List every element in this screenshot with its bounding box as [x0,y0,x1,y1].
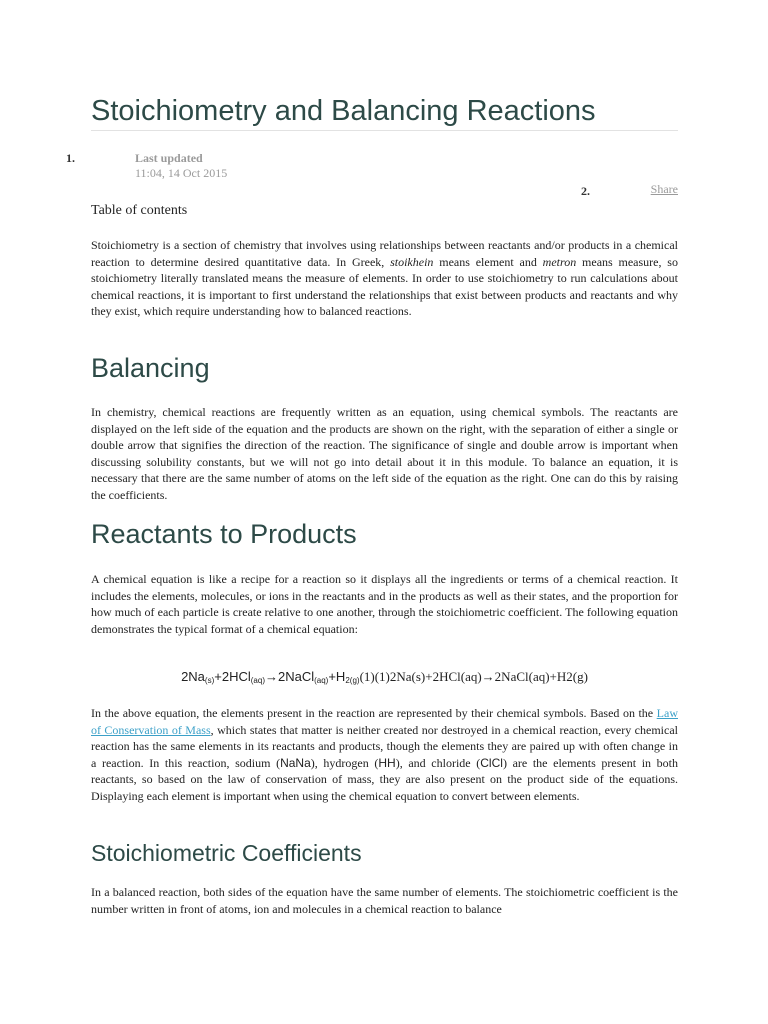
intro-paragraph [91,237,678,320]
symbol-sodium: NaNa [280,755,311,770]
after-text-3: ), hydrogen ( [310,755,379,770]
heading-stoichiometric-coefficients: Stoichiometric Coefficients [91,840,362,866]
eq-sub-2: (aq) [250,676,265,685]
equation-plain-text: (1)(1)2Na(s)+2HCl(aq)→2NaCl(aq)+H2(g) [359,669,588,684]
eq-sub-3: (aq) [314,676,329,685]
symbol-hydrogen: HH [378,755,396,770]
eq-term-2: +2HCl [214,669,251,684]
eq-term-1: 2Na [181,669,205,684]
page-title: Stoichiometry and Balancing Reactions [91,95,596,127]
coefficients-paragraph: In a balanced reaction, both sides of the equation have the same number of elements. The stoichiometric coefficient is the number written in front of atoms, ion and molecules in a chemical reaction to balance [91,885,678,916]
after-text-5: ) are the elements present in both reactants, so based on the law of conservation of mass, they are also present on the product side of the equations. Displaying each element is important when using the chemical equation to convert between elements. [91,755,679,803]
after-equation-paragraph [91,705,678,805]
list-number-1: 1. [66,151,75,165]
last-updated-label: Last updated [135,151,203,165]
heading-reactants-to-products: Reactants to Products [91,519,357,549]
table-of-contents-toggle[interactable]: Table of contents [91,203,188,218]
intro-text-1: Stoichiometry is a section of chemistry that involves using relationships between reactants and/or products in a chemical reaction to determine desired quantitative data. In Greek, [91,238,678,269]
heading-balancing: Balancing [91,353,210,383]
list-number-2: 2. [581,184,590,198]
balancing-paragraph: In chemistry, chemical reactions are frequently written as an equation, using chemical symbols. The reactants are displayed on the left side of the equation and the products are shown on the right, with the separation of either a single or double arrow that signifies the direction of the reaction. The significance of single and double arrow is important when discussing solubility constants, but we will not go into detail about it in this module. To balance an equation, it is necessary that there are the same number of atoms on the left side of the equation as the right. One can do this by raising the coefficients. [91,405,678,502]
term-stoikhein: stoikhein [390,254,434,269]
last-updated-date: 11:04, 14 Oct 2015 [135,166,228,180]
symbol-chloride: ClCl [480,755,503,770]
after-text-4: ), and chloride ( [395,755,481,770]
equation-formatted [181,669,360,684]
eq-sub-4: 2(g) [345,676,360,685]
title-divider [91,130,678,131]
after-text-2: , which states that matter is neither created nor destroyed in a chemical reaction, every chemical reaction has the same elements in its reactants and products, though the elements they are paired up with often change in a reaction. In this reaction, sodium ( [91,722,678,770]
share-link[interactable]: Share [650,182,678,196]
intro-text-2: means element and [433,254,543,269]
law-of-conservation-of-mass-link[interactable]: Law of Conservation of Mass [91,706,678,737]
eq-term-3: →2NaCl [264,669,315,684]
intro-text-3: means measure, so stoichiometry literally translated means the measure of elements. In order to use stoichiometry to run calculations about chemical reactions, it is important to first understand the relationships that exist between products and reactants and why they exist, which require understanding how to balanced reactions. [91,254,678,319]
eq-term-4: +H [328,669,346,684]
after-text-1: In the above equation, the elements present in the reaction are represented by their chemical symbols. Based on the [91,706,657,720]
eq-sub-1: (s) [204,676,215,685]
chemical-equation [91,669,678,685]
reactants-paragraph: A chemical equation is like a recipe for a reaction so it displays all the ingredients or terms of a chemical reaction. It includes the elements, molecules, or ions in the reactants and in the products as well as their states, and the proportion for how much of each particle is create relative to one another, through the stoichiometric coefficient. The following equation demonstrates the typical format of a chemical equation: [91,572,678,636]
term-metron: metron [542,254,577,269]
